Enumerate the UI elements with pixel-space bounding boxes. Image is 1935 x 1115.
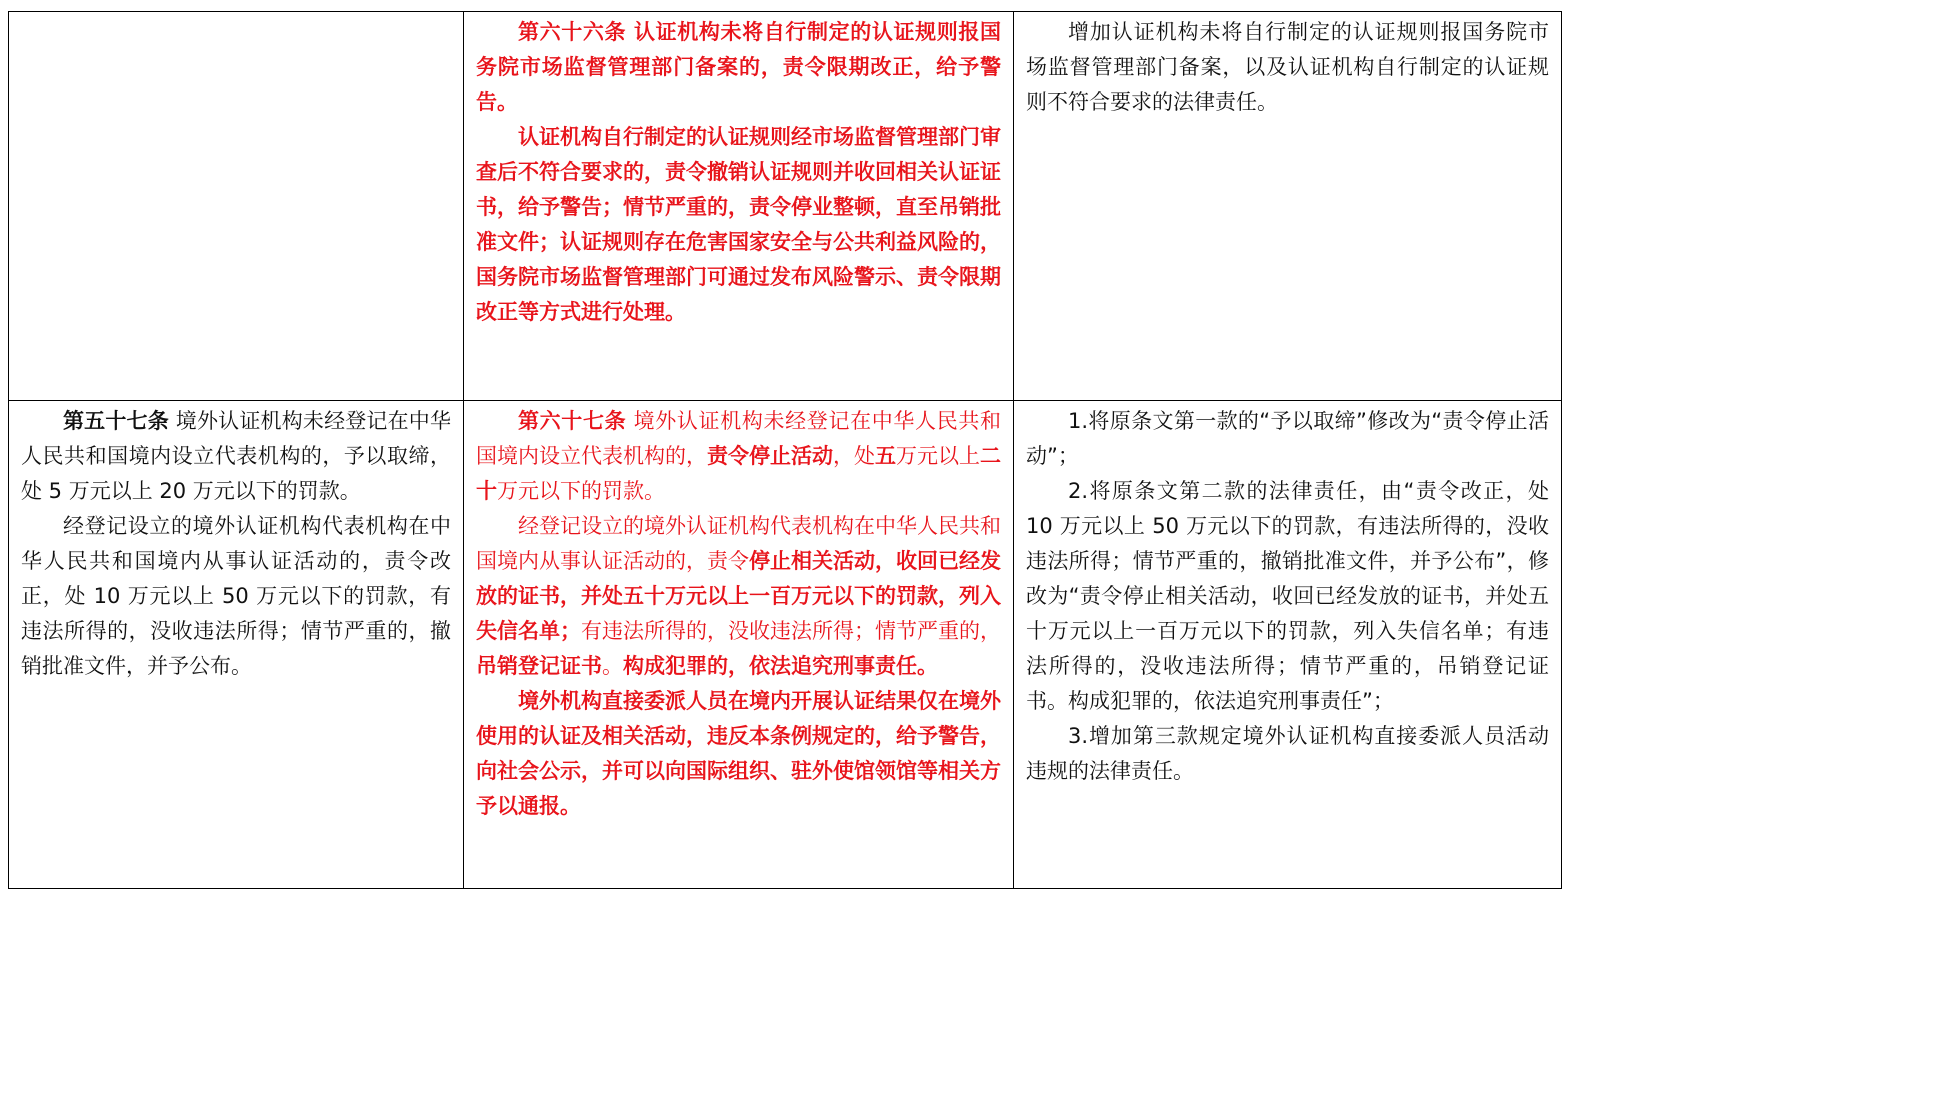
revision-note-cell (1014, 401, 1562, 889)
bold-text-run: 第六十七条 (518, 409, 627, 433)
text-run: 经登记设立的境外认证机构代表机构在中华人民共和国境内从事认证活动的，责令改正，处 10 万元以上 50 万元以下的罚款，有违法所得的，没收违法所得；情节严重的，撤销批准文件，并予公布。 (21, 514, 451, 678)
text-run: 3.增加第三款规定境外认证机构直接委派人员活动违规的法律责任。 (1026, 724, 1549, 783)
text-run: 增加认证机构未将自行制定的认证规则报国务院市场监督管理部门备案，以及认证机构自行制定的认证规则不符合要求的法律责任。 (1026, 20, 1549, 114)
paragraph (476, 15, 1001, 120)
text-run: ，处 (833, 444, 875, 468)
bold-text-run: 二十 (476, 444, 1001, 503)
text-run: 万元以上 (896, 444, 980, 468)
bold-text-run: 认证机构自行制定的认证规则经市场监督管理部门审查后不符合要求的，责令撤销认证规则并收回相关认证证书，给予警告；情节严重的，责令停业整顿，直至吊销批准文件；认证规则存在危害国家安全与公共利益风险的，国务院市场监督管理部门可通过发布风险警示、责令限期改正等方式进行处理。 (476, 125, 1001, 324)
text-run: 1.将原条文第一款的“予以取缔”修改为“责令停止活动”； (1026, 409, 1549, 468)
text-run: 境外认证机构未经登记在中华人民共和国境内设立代表机构的，予以取缔，处 5 万元以上 20 万元以下的罚款。 (21, 409, 451, 503)
paragraph (1026, 15, 1549, 120)
paragraph (476, 404, 1001, 509)
bold-text-run: 吊销登记证书 (476, 654, 602, 678)
bold-text-run: 构成犯罪的，依法追究刑事责任。 (623, 654, 938, 678)
text-run: 。 (602, 654, 623, 678)
bold-text-run: 第五十七条 (63, 409, 169, 433)
paragraph (1026, 404, 1549, 474)
paragraph (476, 684, 1001, 824)
revision-note-cell (1014, 12, 1562, 401)
table-row (9, 12, 1562, 401)
revised-provision-cell (464, 12, 1014, 401)
table-row (9, 401, 1562, 889)
bold-text-run: 第六十六条 认证机构未将自行制定的认证规则报国务院市场监督管理部门备案的，责令限期改正，给予警告。 (476, 20, 1001, 114)
paragraph (1026, 474, 1549, 719)
text-run: 有违法所得的，没收违法所得；情节严重的， (581, 619, 1001, 643)
revised-provision-cell (464, 401, 1014, 889)
original-provision-cell (9, 12, 464, 401)
text-run: 经登记设立的境外认证机构代表机构在中华人民共和国境内从事认证活动的，责令 (476, 514, 1001, 573)
paragraph (21, 404, 451, 509)
paragraph (1026, 719, 1549, 789)
original-provision-cell (9, 401, 464, 889)
bold-text-run: 境外机构直接委派人员在境内开展认证结果仅在境外使用的认证及相关活动，违反本条例规定的，给予警告，向社会公示，并可以向国际组织、驻外使馆领馆等相关方予以通报。 (476, 689, 1001, 818)
text-run: 万元以下的罚款。 (497, 479, 665, 503)
text-run: 境外认证机构未经登记在中华人民共和国境内设立代表机构的， (476, 409, 1001, 468)
comparison-table (8, 11, 1562, 889)
bold-text-run: 责令停止活动 (707, 444, 833, 468)
bold-text-run: 五 (875, 444, 896, 468)
paragraph (476, 120, 1001, 330)
paragraph (21, 509, 451, 684)
text-run: 2.将原条文第二款的法律责任，由“责令改正，处 10 万元以上 50 万元以下的罚款，有违法所得的，没收违法所得；情节严重的，撤销批准文件，并予公布”，修改为“责令停止相关活动，收回已经发放的证书，并处五十万元以上一百万元以下的罚款，列入失信名单；有违法所得的，没收违法所得；情节严重的，吊销登记证书。构成犯罪的，依法追究刑事责任”； (1026, 479, 1549, 713)
paragraph (476, 509, 1001, 684)
bold-text-run: 停止相关活动，收回已经发放的证书，并处五十万元以上一百万元以下的罚款，列入失信名单； (476, 549, 1001, 643)
